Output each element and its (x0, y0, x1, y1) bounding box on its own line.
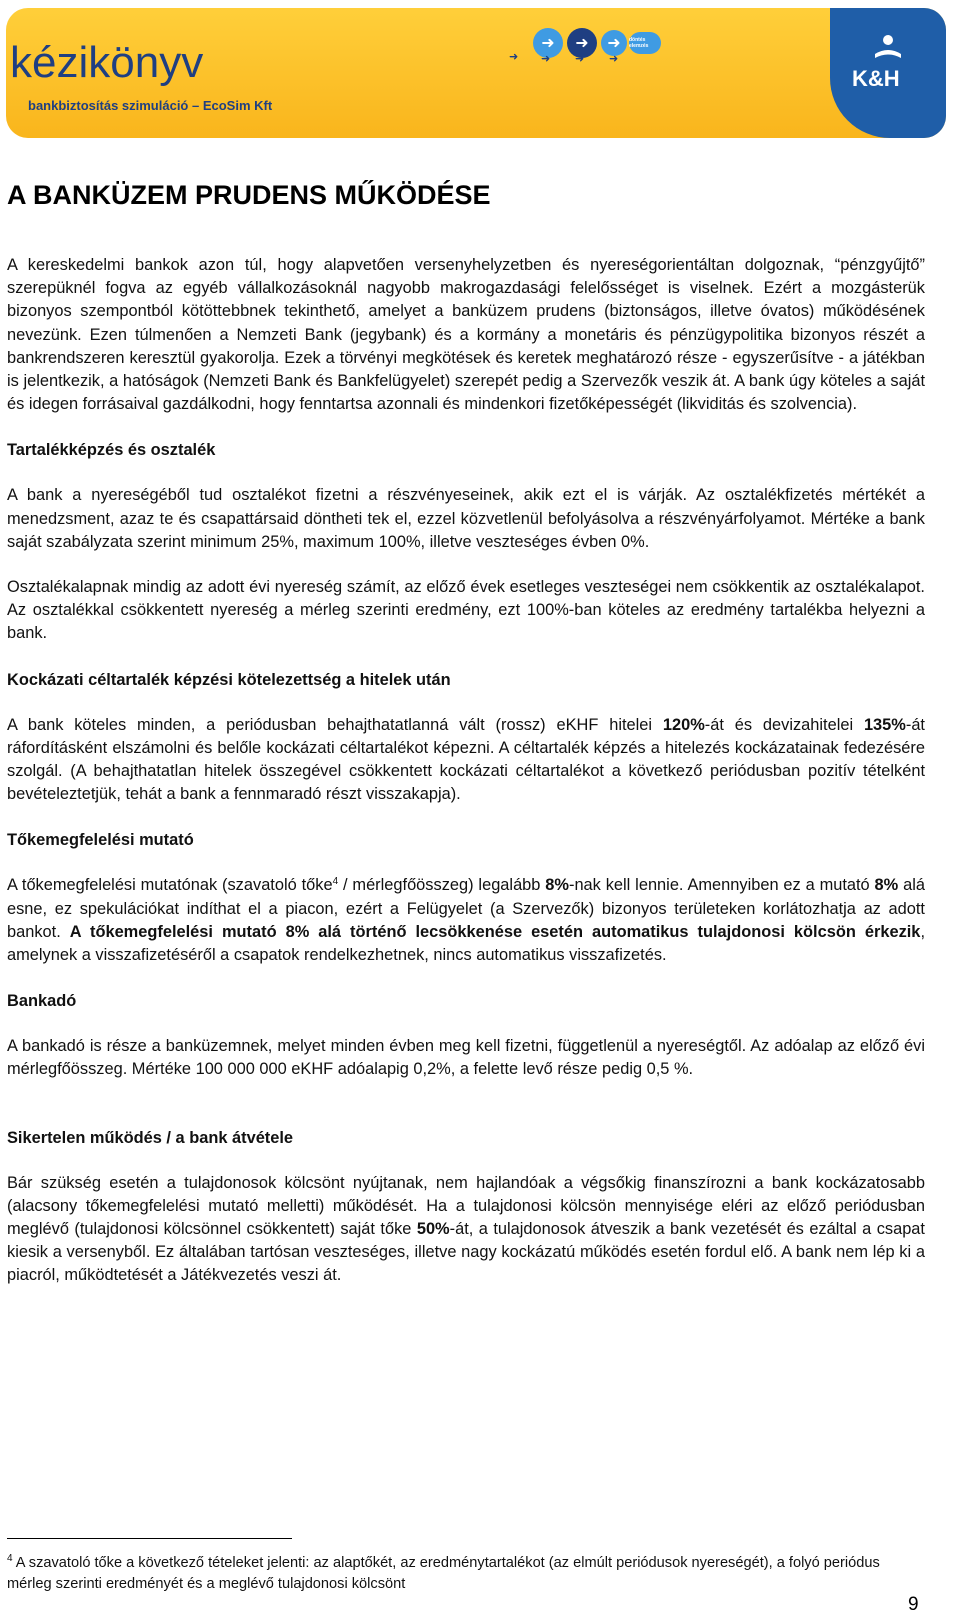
arrow-right-icon[interactable]: ➜ (509, 51, 519, 63)
kh-logo-icon (873, 34, 903, 64)
paragraph: A bank köteles minden, a periódusban behajthatatlanná vált (rossz) eKHF hitelei 120%-át és devizahitelei 135%-át ráfordításként elszámolni és belőle kockázati céltartalékot képezni. A céltartalék képzés a hitelezés kockázatainak fedezésére szolgál. (A behajthatatlan hitelek összegével csökkentett kockázati céltartalékot a következő periódusban pozitív tételként bevételeztetjük, tehát a bank a fennmaradó részt visszakapja). (7, 715, 925, 804)
section-heading: Tőkemegfelelési mutató (7, 831, 194, 850)
arrow-right-icon[interactable]: ➜ (609, 53, 619, 65)
document-body (7, 254, 925, 1288)
navigation-buttons (509, 28, 685, 68)
document-title: A BANKÜZEM PRUDENS MŰKÖDÉSE (7, 180, 491, 210)
manual-title: kézikönyv (10, 38, 204, 87)
arrow-right-icon[interactable]: ➜ (541, 53, 551, 65)
footnote (7, 1553, 907, 1594)
analysis-button[interactable]: döntés elemzés (629, 32, 661, 54)
arrow-right-icon[interactable]: ➜ (575, 53, 585, 65)
intro-paragraph: A kereskedelmi bankok azon túl, hogy alapvetően versenyhelyzetben és nyereségorientáltan dolgoznak, “pénzgyűjtő” szerepüknél fogva az egyéb vállalkozásoknál nagyobb makrogazdasági felelősséget is viselnek. Ezért a mozgásterük bizonyos szempontból kötöttebbnek tekinthető, amelyet a banküzem prudens (biztonságos, illetve óvatos) működésének nevezünk. Ezen túlmenően a Nemzeti Bank (jegybank) és a kormány a monetáris és pénzügypolitika bizonyos részét a bankrendszeren keresztül gyakorolja. Ezek a törvényi megkötések és keretek meghatározó része - egyszerűsítve - a játékban is jelentkezik, a hatóságok (Nemzeti Bank és Bankfelügyelet) szerepét pedig a Szervezők veszik át. A bank úgy köteles a saját és idegen forrásaival gazdálkodni, hogy fenntartsa azonnali és mindenkori fizetőképességét (likviditás és szolvencia). (7, 256, 925, 414)
paragraph: A bankadó is része a banküzemnek, melyet minden évben meg kell fizetni, függetlenül a nyereségtől. Az adóalap az előző évi mérlegfőösszeg. Mértéke 100 000 000 eKHF adóalapig 0,2%, a felette levő része pedig 0,5 %. (7, 1037, 925, 1079)
page-number: 9 (908, 1594, 919, 1615)
footnote-reference: 4 (332, 876, 339, 888)
section-heading: Sikertelen működés / a bank átvétele (7, 1128, 294, 1147)
paragraph: A bank a nyereségéből tud osztalékot fizetni a részvényeseinek, akik ezt el is várják. Az osztalékfizetés mértékét a menedzsment, azaz te és csapattársaid döntheti tek el, ezzel közvetlenül befolyásolva a részvényárfolyamot. Mértéke a bank saját szabályzata szerint minimum 25%, maximum 100%, illetve veszteséges évben 0%. (7, 486, 925, 551)
manual-subtitle: bankbiztosítás szimuláció – EcoSim Kft (28, 98, 273, 113)
paragraph: A tőkemegfelelési mutatónak (szavatoló tőke$^4$ / mérlegfőösszeg) legalább 8%-nak kell lennie. Amennyiben ez a mutató 8% alá esne, ez spekulációkat indíthat el a piacon, ezért a Felügyelet (a Szervezők) bizonyos területeken korlátozhatja az adott bankot. A tőkemegfelelési mutató 8% alá történő lecsökkenése esetén automatikus tulajdonosi kölcsön érkezik, amelynek a visszafizetéséről a csapatok rendelkezhetnek, nincs automatikus visszafizetés. (7, 876, 925, 965)
next-arrow-icon[interactable]: ➜ (601, 30, 627, 56)
next-arrow-icon[interactable]: ➜ (533, 28, 563, 58)
section-heading: Tartalékképzés és osztalék (7, 441, 216, 460)
footnote-divider (7, 1538, 292, 1539)
next-arrow-icon[interactable]: ➜ (567, 28, 597, 58)
paragraph: Bár szükség esetén a tulajdonosok kölcsönt nyújtanak, nem hajlandóak a végsőkig finanszírozni a bank kockázatosabb (alacsony tőkemegfelelési mutató melletti) működését. Ha a tulajdonosi kölcsön mennyisége eléri az előző periódusban meglévő (tulajdonosi kölcsönnel csökkentett) saját tőke 50%-át, a tulajdonosok átveszik a bank vezetését és ezáltal a csapat kiesik a versenyből. Ez általában tartósan veszteséges, illetve nagy kockázatú működés esetén fordul elő. A bank nem lép ki a piacról, működtetését a Játékvezetés veszi át. (7, 1173, 925, 1285)
section-heading: Kockázati céltartalék képzési kötelezettség a hitelek után (7, 670, 451, 689)
kh-logo-text: K&H (852, 66, 900, 91)
footnote-mark: 4 (7, 1553, 13, 1564)
section-heading: Bankadó (7, 992, 77, 1011)
paragraph: Osztalékalapnak mindig az adott évi nyereség számít, az előző évek esetleges veszteségei nem csökkentik az osztalékalapot. Az osztalékkal csökkentett nyereség a mérleg szerinti eredmény, ezt 100%-ban köteles az eredmény tartalékba helyezni a bank. (7, 578, 925, 643)
footnote-text: A szavatoló tőke a következő tételeket jelenti: az alaptőkét, az eredménytartalékot (az elmúlt periódusok nyereségét), a folyó periódus mérleg szerinti eredményét és a meglévő tulajdonosi kölcsönt (7, 1555, 880, 1592)
